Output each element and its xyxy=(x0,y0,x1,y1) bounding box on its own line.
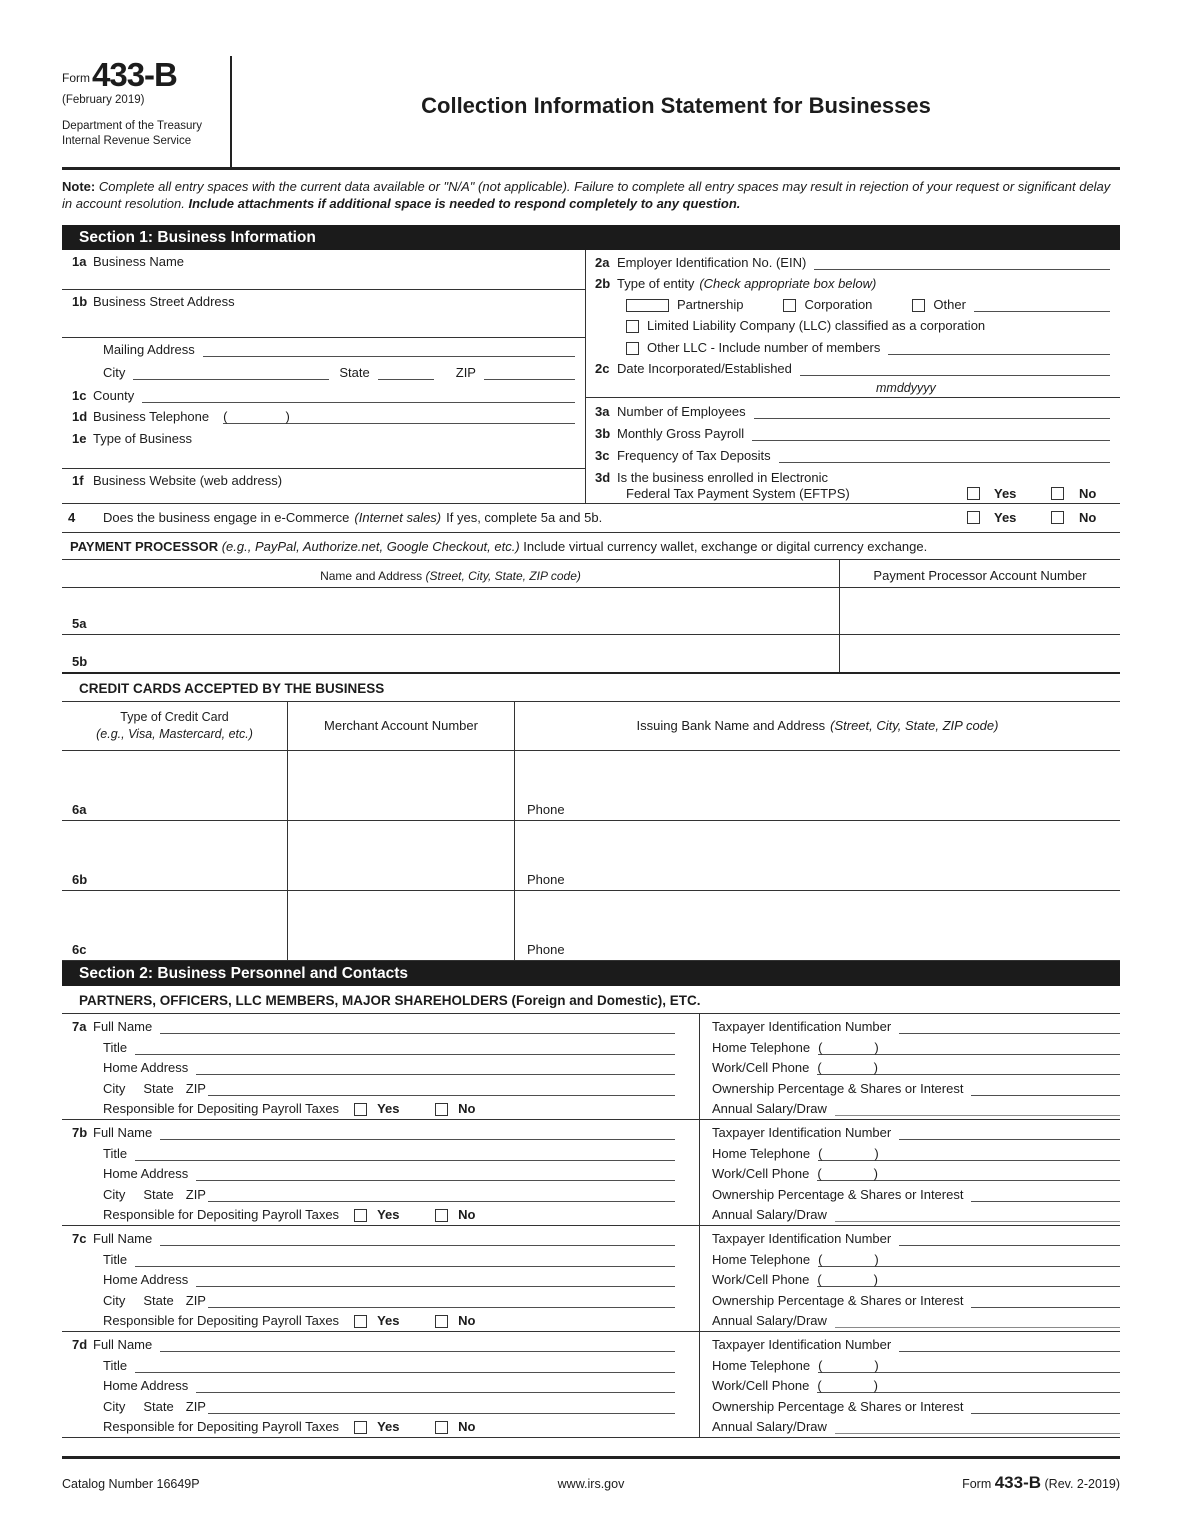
payroll-no-checkbox[interactable] xyxy=(435,1209,448,1222)
note-bold-text: Include attachments if additional space is needed to respond completely to any question. xyxy=(188,196,741,212)
home-telephone-label: Home Telephone xyxy=(712,1039,811,1055)
issuing-bank-field[interactable] xyxy=(515,891,1120,960)
completion-note xyxy=(62,178,1120,213)
home-address-label: Home Address xyxy=(103,1166,189,1182)
eftps-no-checkbox[interactable] xyxy=(1051,487,1064,500)
eftps-question-line1: Is the business enrolled in Electronic xyxy=(617,469,829,485)
payroll-no-label: No xyxy=(458,1419,476,1435)
full-name-label: Full Name xyxy=(93,1125,153,1141)
form-revision-date: (February 2019) xyxy=(62,93,145,106)
annual-salary-label: Annual Salary/Draw xyxy=(712,1101,827,1117)
type-of-entity-hint: (Check appropriate box below) xyxy=(699,275,877,291)
payroll-yes-label: Yes xyxy=(377,1419,400,1435)
ein-label: Employer Identification No. (EIN) xyxy=(617,254,807,270)
row-6c-number: 6c xyxy=(72,941,87,957)
home-telephone-input[interactable]: ( ) xyxy=(818,1040,1120,1055)
llc-corporation-label: Limited Liability Company (LLC) classified as a corporation xyxy=(647,317,986,333)
person-block-7b xyxy=(62,1120,1120,1226)
state-label: State xyxy=(143,1292,174,1308)
merchant-account-field[interactable] xyxy=(288,751,515,820)
responsible-payroll-label: Responsible for Depositing Payroll Taxes xyxy=(103,1313,340,1329)
row-7d-number: 7d xyxy=(72,1337,88,1353)
payment-processor-heading xyxy=(62,533,1120,560)
home-address-input[interactable] xyxy=(196,1272,675,1287)
responsible-payroll-label: Responsible for Depositing Payroll Taxes xyxy=(103,1419,340,1435)
item-2a-number: 2a xyxy=(595,254,610,270)
processor-name-address-field[interactable] xyxy=(62,588,840,634)
title-label: Title xyxy=(103,1145,128,1161)
item-2b-number: 2b xyxy=(595,275,611,291)
home-address-label: Home Address xyxy=(103,1378,189,1394)
type-of-business-field[interactable] xyxy=(62,427,585,469)
section2-header-bar: Section 2: Business Personnel and Contacts xyxy=(62,961,1120,986)
business-website-field[interactable] xyxy=(62,469,585,503)
eftps-question-line2: Federal Tax Payment System (EFTPS) xyxy=(626,485,850,501)
payment-processor-row-5a xyxy=(62,588,1120,634)
ecommerce-question-text: Does the business engage in e-Commerce xyxy=(103,510,350,526)
footer-form-number: 433-B xyxy=(994,1472,1042,1492)
payroll-no-label: No xyxy=(458,1207,476,1223)
payroll-no-checkbox[interactable] xyxy=(435,1315,448,1328)
payroll-yes-checkbox[interactable] xyxy=(354,1421,367,1434)
eftps-yes-checkbox[interactable] xyxy=(967,487,980,500)
tin-label: Taxpayer Identification Number xyxy=(712,1019,892,1035)
person-block-7c xyxy=(62,1226,1120,1332)
issuing-bank-field[interactable] xyxy=(515,751,1120,820)
ownership-percentage-input[interactable] xyxy=(971,1399,1120,1414)
form-identity-block xyxy=(62,56,232,167)
business-name-field[interactable] xyxy=(62,250,585,290)
tin-input[interactable] xyxy=(899,1125,1120,1140)
credit-card-type-field[interactable] xyxy=(62,821,288,890)
payroll-no-label: No xyxy=(458,1101,476,1117)
irs-website: www.irs.gov xyxy=(557,1476,625,1491)
zip-label: ZIP xyxy=(185,1080,206,1096)
home-telephone-input[interactable]: ( ) xyxy=(818,1146,1120,1161)
annual-salary-input[interactable] xyxy=(835,1101,1120,1116)
state-label: State xyxy=(339,364,370,380)
form-word: Form xyxy=(62,70,90,85)
credit-cards-heading: CREDIT CARDS ACCEPTED BY THE BUSINESS xyxy=(62,674,1120,702)
phone-label: Phone xyxy=(527,871,565,887)
corporation-label: Corporation xyxy=(804,296,873,312)
other-entity-checkbox[interactable] xyxy=(912,299,925,312)
ownership-percentage-label: Ownership Percentage & Shares or Interest xyxy=(712,1292,964,1308)
phone-close-paren: ) xyxy=(285,408,290,424)
payment-processor-row-5b xyxy=(62,634,1120,674)
date-incorporated-input[interactable] xyxy=(800,361,1110,376)
city-label: City xyxy=(103,1186,126,1202)
item-4-number: 4 xyxy=(68,510,76,526)
llc-corporation-checkbox[interactable] xyxy=(626,320,639,333)
title-label: Title xyxy=(103,1357,128,1373)
number-of-employees-label: Number of Employees xyxy=(617,403,746,419)
home-telephone-label: Home Telephone xyxy=(712,1145,811,1161)
row-5a-number: 5a xyxy=(72,615,87,631)
page-footer xyxy=(62,1459,1120,1493)
account-number-column-header: Payment Processor Account Number xyxy=(873,567,1087,583)
business-street-address-label: Business Street Address xyxy=(93,293,235,309)
payroll-yes-checkbox[interactable] xyxy=(354,1315,367,1328)
work-cell-phone-label: Work/Cell Phone xyxy=(712,1272,810,1288)
responsible-payroll-label: Responsible for Depositing Payroll Taxes xyxy=(103,1207,340,1223)
ecommerce-question-rest: If yes, complete 5a and 5b. xyxy=(446,510,603,526)
eftps-yes-label: Yes xyxy=(994,485,1017,501)
zip-input[interactable] xyxy=(484,365,575,380)
city-input[interactable] xyxy=(133,365,329,380)
row-7a-number: 7a xyxy=(72,1019,87,1035)
item-1d-number: 1d xyxy=(72,408,88,424)
person-block-7d xyxy=(62,1332,1120,1438)
responsible-payroll-label: Responsible for Depositing Payroll Taxes xyxy=(103,1101,340,1117)
partners-officers-subtitle: PARTNERS, OFFICERS, LLC MEMBERS, MAJOR SHAREHOLDERS (Foreign and Domestic), ETC. xyxy=(62,986,1120,1014)
ownership-percentage-label: Ownership Percentage & Shares or Interest xyxy=(712,1080,964,1096)
home-address-input[interactable] xyxy=(196,1060,675,1075)
date-incorporated-label: Date Incorporated/Established xyxy=(617,360,792,376)
item-1c-number: 1c xyxy=(72,387,87,403)
mailing-address-label: Mailing Address xyxy=(103,341,195,357)
footer-form-word: Form xyxy=(962,1476,992,1491)
full-name-label: Full Name xyxy=(93,1019,153,1035)
other-llc-label: Other LLC - Include number of members xyxy=(647,339,881,355)
full-name-input[interactable] xyxy=(160,1231,675,1246)
annual-salary-label: Annual Salary/Draw xyxy=(712,1419,827,1435)
ownership-percentage-input[interactable] xyxy=(971,1293,1120,1308)
business-website-label: Business Website (web address) xyxy=(93,472,283,488)
processor-name-address-field[interactable] xyxy=(62,635,840,672)
home-address-input[interactable] xyxy=(196,1166,675,1181)
home-address-input[interactable] xyxy=(196,1378,675,1393)
state-label: State xyxy=(143,1186,174,1202)
issuing-bank-field[interactable] xyxy=(515,821,1120,890)
section1-left-column xyxy=(62,250,586,503)
annual-salary-label: Annual Salary/Draw xyxy=(712,1313,827,1329)
merchant-account-field[interactable] xyxy=(288,821,515,890)
annual-salary-label: Annual Salary/Draw xyxy=(712,1207,827,1223)
annual-salary-input[interactable] xyxy=(835,1207,1120,1222)
full-name-input[interactable] xyxy=(160,1125,675,1140)
number-of-employees-input[interactable] xyxy=(754,404,1110,419)
annual-salary-input[interactable] xyxy=(835,1313,1120,1328)
full-name-label: Full Name xyxy=(93,1231,153,1247)
home-address-label: Home Address xyxy=(103,1060,189,1076)
title-label: Title xyxy=(103,1251,128,1267)
row-7b-number: 7b xyxy=(72,1125,88,1141)
tin-label: Taxpayer Identification Number xyxy=(712,1231,892,1247)
other-llc-checkbox[interactable] xyxy=(626,342,639,355)
title-input[interactable] xyxy=(135,1040,675,1055)
work-cell-phone-input[interactable]: ( ) xyxy=(817,1060,1120,1075)
title-input[interactable] xyxy=(135,1146,675,1161)
city-label: City xyxy=(103,1398,126,1414)
zip-input[interactable] xyxy=(208,1081,675,1096)
payroll-yes-label: Yes xyxy=(377,1313,400,1329)
item-1b-number: 1b xyxy=(72,293,88,309)
phone-label: Phone xyxy=(527,801,565,817)
payroll-yes-checkbox[interactable] xyxy=(354,1103,367,1116)
title-label: Title xyxy=(103,1039,128,1055)
row-6b-number: 6b xyxy=(72,871,88,887)
work-cell-phone-input[interactable]: ( ) xyxy=(817,1166,1120,1181)
item-3d-number: 3d xyxy=(595,469,611,485)
form-header xyxy=(62,56,1120,170)
processor-account-number-field[interactable] xyxy=(840,635,1120,672)
other-entity-input[interactable] xyxy=(974,297,1110,312)
form-title: Collection Information Statement for Businesses xyxy=(421,92,931,118)
county-input[interactable] xyxy=(142,388,575,403)
item-3a-number: 3a xyxy=(595,403,610,419)
tin-input[interactable] xyxy=(899,1019,1120,1034)
zip-input[interactable] xyxy=(208,1399,675,1414)
payroll-yes-label: Yes xyxy=(377,1207,400,1223)
state-input[interactable] xyxy=(378,365,434,380)
section1-header-bar: Section 1: Business Information xyxy=(62,225,1120,250)
section1-grid xyxy=(62,250,1120,503)
agency-line-1: Department of the Treasury xyxy=(62,119,202,132)
zip-input[interactable] xyxy=(208,1293,675,1308)
credit-card-type-field[interactable] xyxy=(62,891,288,960)
phone-label: Phone xyxy=(527,941,565,957)
city-label: City xyxy=(103,364,126,380)
home-telephone-input[interactable]: ( ) xyxy=(818,1252,1120,1267)
state-label: State xyxy=(143,1398,174,1414)
row-7c-number: 7c xyxy=(72,1231,87,1247)
tin-label: Taxpayer Identification Number xyxy=(712,1125,892,1141)
name-address-column-header: Name and Address (Street, City, State, ZIP code) xyxy=(320,568,581,583)
credit-card-row-6a xyxy=(62,751,1120,821)
tin-input[interactable] xyxy=(899,1337,1120,1352)
business-telephone-label: Business Telephone xyxy=(93,408,210,424)
home-telephone-input[interactable]: ( ) xyxy=(818,1358,1120,1373)
credit-card-row-6b xyxy=(62,821,1120,891)
payment-processor-instruction: Include virtual currency wallet, exchange or digital currency exchange. xyxy=(523,538,928,554)
home-telephone-label: Home Telephone xyxy=(712,1357,811,1373)
monthly-gross-payroll-label: Monthly Gross Payroll xyxy=(617,425,745,441)
row-5b-number: 5b xyxy=(72,653,88,669)
annual-salary-input[interactable] xyxy=(835,1419,1120,1434)
section1-right-column xyxy=(586,250,1120,503)
ownership-percentage-input[interactable] xyxy=(971,1187,1120,1202)
payroll-yes-label: Yes xyxy=(377,1101,400,1117)
item-3b-number: 3b xyxy=(595,425,611,441)
ein-input[interactable] xyxy=(814,255,1110,270)
business-telephone-input[interactable] xyxy=(223,409,575,424)
credit-cards-table-header xyxy=(62,702,1120,751)
business-name-label: Business Name xyxy=(93,253,185,269)
footer-revision: (Rev. 2-2019) xyxy=(1044,1476,1121,1491)
note-italic-text: Complete all entry spaces with the current data available or "N/A" (not applicable). Failure to complete all entry spaces may result in rejection of your request or significant delay in account resolution. xyxy=(62,179,1111,212)
phone-open-paren: ( xyxy=(223,408,228,424)
partnership-checkbox[interactable] xyxy=(626,299,669,312)
work-cell-phone-input[interactable]: ( ) xyxy=(817,1378,1120,1393)
zip-label: ZIP xyxy=(185,1186,206,1202)
footer-form-reference xyxy=(767,1473,1120,1493)
ownership-percentage-input[interactable] xyxy=(971,1081,1120,1096)
processor-account-number-field[interactable] xyxy=(840,588,1120,634)
state-label: State xyxy=(143,1080,174,1096)
work-cell-phone-label: Work/Cell Phone xyxy=(712,1166,810,1182)
llc-members-count-input[interactable] xyxy=(888,340,1110,355)
other-entity-label: Other xyxy=(933,296,966,312)
city-label: City xyxy=(103,1080,126,1096)
full-name-input[interactable] xyxy=(160,1019,675,1034)
payment-processor-examples: (e.g., PayPal, Authorize.net, Google Checkout, etc.) xyxy=(221,538,520,554)
partnership-label: Partnership xyxy=(677,296,744,312)
item-2c-number: 2c xyxy=(595,360,610,376)
form-number: 433-B xyxy=(92,56,177,93)
issuing-bank-column-header: Issuing Bank Name and Address (Street, City, State, ZIP code) xyxy=(636,718,999,734)
merchant-account-field[interactable] xyxy=(288,891,515,960)
work-cell-phone-input[interactable]: ( ) xyxy=(817,1272,1120,1287)
merchant-account-column-header: Merchant Account Number xyxy=(288,702,515,750)
type-of-business-label: Type of Business xyxy=(93,430,192,446)
city-label: City xyxy=(103,1292,126,1308)
eftps-no-label: No xyxy=(1079,485,1097,501)
zip-input[interactable] xyxy=(208,1187,675,1202)
credit-card-row-6c xyxy=(62,891,1120,961)
credit-card-type-field[interactable] xyxy=(62,751,288,820)
tax-deposit-frequency-input[interactable] xyxy=(779,448,1110,463)
card-type-column-header: Type of Credit Card (e.g., Visa, Mastercard, etc.) xyxy=(62,702,288,750)
work-cell-phone-label: Work/Cell Phone xyxy=(712,1378,810,1394)
row-6a-number: 6a xyxy=(72,801,87,817)
ecommerce-question-row xyxy=(62,503,1120,533)
date-format-hint: mmddyyyy xyxy=(876,380,936,395)
home-address-label: Home Address xyxy=(103,1272,189,1288)
ecommerce-yes-label: Yes xyxy=(994,510,1017,526)
item-1a-number: 1a xyxy=(72,253,87,269)
ownership-percentage-label: Ownership Percentage & Shares or Interest xyxy=(712,1398,964,1414)
catalog-number: Catalog Number 16649P xyxy=(62,1476,200,1491)
ownership-percentage-label: Ownership Percentage & Shares or Interest xyxy=(712,1186,964,1202)
payroll-yes-checkbox[interactable] xyxy=(354,1209,367,1222)
tin-label: Taxpayer Identification Number xyxy=(712,1337,892,1353)
county-label: County xyxy=(93,387,135,403)
payment-processor-title: PAYMENT PROCESSOR xyxy=(70,538,219,554)
payroll-no-checkbox[interactable] xyxy=(435,1103,448,1116)
item-3c-number: 3c xyxy=(595,447,610,463)
tax-deposit-frequency-label: Frequency of Tax Deposits xyxy=(617,447,771,463)
ecommerce-question-italic: (Internet sales) xyxy=(354,510,442,526)
payment-processor-table-header xyxy=(62,560,1120,588)
note-label: Note: xyxy=(62,179,96,194)
payroll-no-checkbox[interactable] xyxy=(435,1421,448,1434)
home-telephone-label: Home Telephone xyxy=(712,1251,811,1267)
work-cell-phone-label: Work/Cell Phone xyxy=(712,1060,810,1076)
ecommerce-yes-checkbox[interactable] xyxy=(967,511,980,524)
person-block-7a xyxy=(62,1014,1120,1120)
zip-label: ZIP xyxy=(185,1292,206,1308)
tin-input[interactable] xyxy=(899,1231,1120,1246)
mailing-address-input[interactable] xyxy=(203,342,575,357)
title-input[interactable] xyxy=(135,1358,675,1373)
monthly-gross-payroll-input[interactable] xyxy=(752,426,1110,441)
corporation-checkbox[interactable] xyxy=(783,299,796,312)
ecommerce-no-checkbox[interactable] xyxy=(1051,511,1064,524)
type-of-entity-label: Type of entity xyxy=(617,275,695,291)
item-1e-number: 1e xyxy=(72,430,87,446)
payroll-no-label: No xyxy=(458,1313,476,1329)
agency-line-2: Internal Revenue Service xyxy=(62,135,192,148)
zip-label: ZIP xyxy=(185,1398,206,1414)
full-name-label: Full Name xyxy=(93,1337,153,1353)
full-name-input[interactable] xyxy=(160,1337,675,1352)
ecommerce-no-label: No xyxy=(1079,510,1097,526)
zip-label: ZIP xyxy=(455,364,476,380)
business-street-address-field[interactable] xyxy=(62,290,585,338)
item-1f-number: 1f xyxy=(72,472,84,488)
title-input[interactable] xyxy=(135,1252,675,1267)
